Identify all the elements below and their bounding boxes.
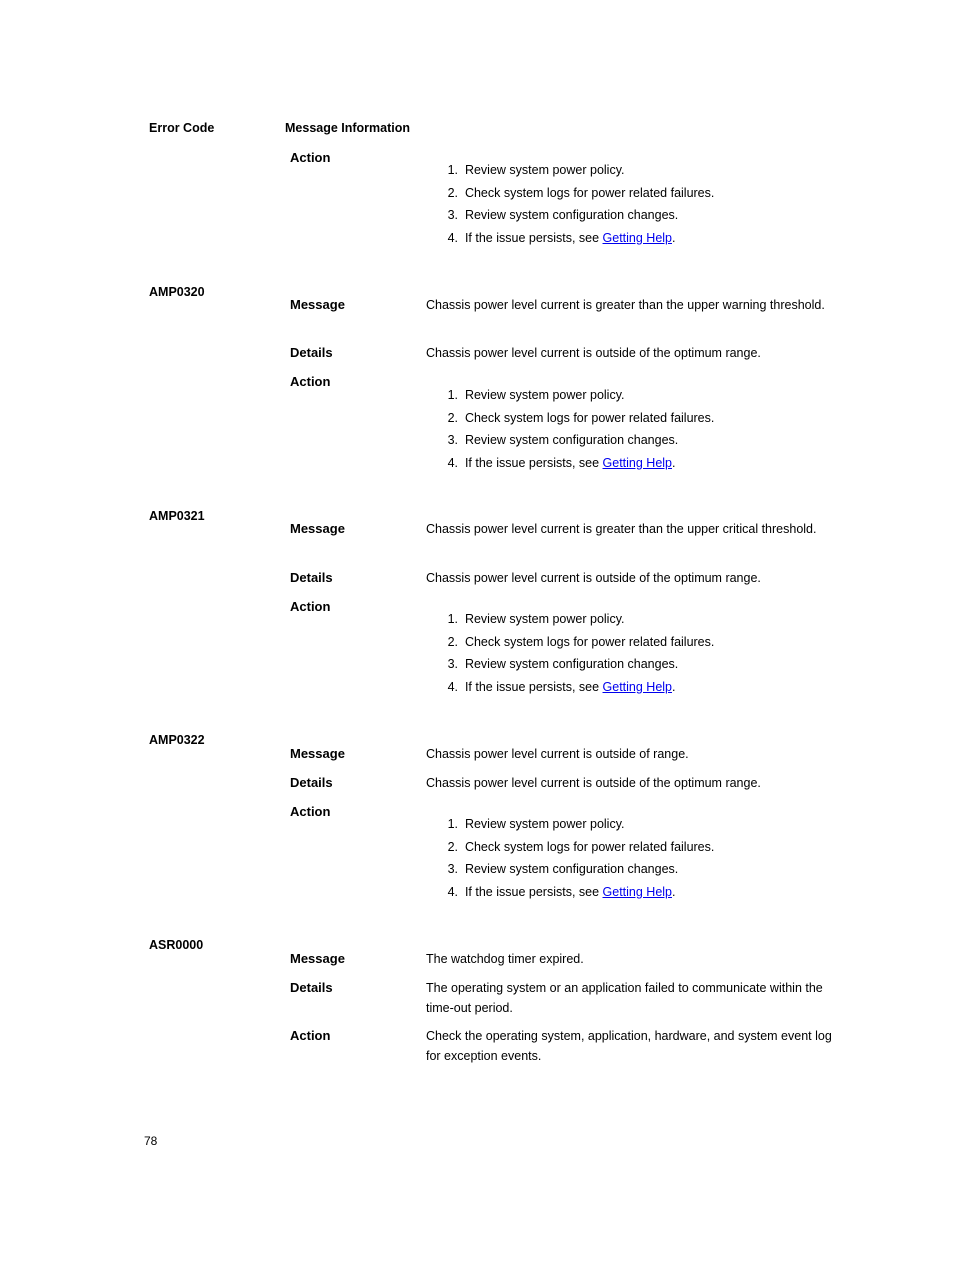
action-step: 3. Review system configuration changes. — [447, 208, 679, 222]
details-text: The operating system or an application failed to communicate within the time-out period. — [426, 981, 823, 1015]
column-header-message-information: Message Information — [285, 121, 411, 135]
error-code: AMP0321 — [149, 509, 205, 523]
error-code: ASR0000 — [149, 938, 204, 952]
error-code: AMP0320 — [149, 285, 205, 299]
action-step: 4. If the issue persists, see Getting Help. — [447, 884, 676, 899]
details-label: Details — [290, 980, 333, 995]
action-step: 1. Review system power policy. — [447, 612, 625, 626]
message-label: Message — [290, 746, 345, 761]
action-step: 1. Review system power policy. — [447, 388, 625, 402]
action-step: 3. Review system configuration changes. — [447, 433, 679, 447]
action-steps-list — [426, 386, 714, 476]
action-text: Check the operating system, application, hardware, and system event log for exception events. — [426, 1029, 832, 1063]
action-step: 1. Review system power policy. — [447, 817, 625, 831]
column-header-error-code: Error Code — [149, 121, 215, 135]
getting-help-link[interactable]: Getting Help — [602, 679, 672, 694]
details-text: Chassis power level current is outside of the optimum range. — [426, 571, 761, 585]
message-text: The watchdog timer expired. — [426, 952, 584, 966]
action-step: 2. Check system logs for power related failures. — [447, 410, 715, 425]
getting-help-link[interactable]: Getting Help — [602, 455, 672, 470]
message-label: Message — [290, 951, 345, 966]
action-step: 3. Review system configuration changes. — [447, 862, 679, 876]
details-label: Details — [290, 345, 333, 360]
action-label: Action — [290, 1028, 331, 1043]
action-step: 3. Review system configuration changes. — [447, 657, 679, 671]
error-code: AMP0322 — [149, 733, 205, 747]
action-steps-list — [426, 161, 714, 251]
action-label: Action — [290, 804, 331, 819]
action-label: Action — [290, 150, 331, 165]
action-step: 1. Review system power policy. — [447, 163, 625, 177]
details-label: Details — [290, 775, 333, 790]
message-text: Chassis power level current is outside of range. — [426, 747, 689, 761]
action-label: Action — [290, 374, 331, 389]
action-step: 4. If the issue persists, see Getting Help. — [447, 679, 676, 694]
action-label: Action — [290, 599, 331, 614]
message-label: Message — [290, 297, 345, 312]
action-step: 4. If the issue persists, see Getting Help. — [447, 455, 676, 470]
action-step: 2. Check system logs for power related failures. — [447, 185, 715, 200]
action-step: 4. If the issue persists, see Getting Help. — [447, 230, 676, 245]
action-step: 2. Check system logs for power related failures. — [447, 839, 715, 854]
details-text: Chassis power level current is outside of the optimum range. — [426, 776, 761, 790]
message-label: Message — [290, 521, 345, 536]
action-step: 2. Check system logs for power related failures. — [447, 634, 715, 649]
message-text: Chassis power level current is greater than the upper warning threshold. — [426, 298, 825, 312]
action-steps-list — [426, 815, 714, 905]
getting-help-link[interactable]: Getting Help — [602, 230, 672, 245]
getting-help-link[interactable]: Getting Help — [602, 884, 672, 899]
action-steps-list — [426, 610, 714, 700]
message-text: Chassis power level current is greater than the upper critical threshold. — [426, 522, 817, 536]
page-number: 78 — [144, 1134, 158, 1148]
details-text: Chassis power level current is outside of the optimum range. — [426, 346, 761, 360]
details-label: Details — [290, 570, 333, 585]
